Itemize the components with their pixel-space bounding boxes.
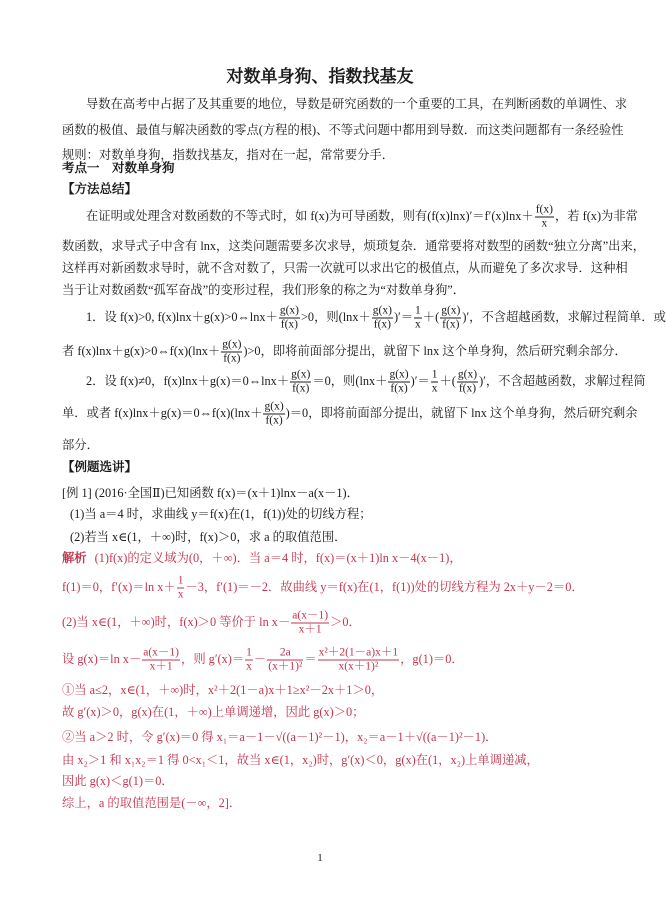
fraction <box>177 575 185 602</box>
text-segment: (2)当 x∈(1，＋∞)时，f(x)＞0 等价于 ln x－ <box>62 614 291 629</box>
text-segment: － <box>253 651 267 666</box>
text-line <box>62 682 582 698</box>
text-segment: 部分． <box>62 438 99 452</box>
text-line <box>70 529 590 545</box>
text-segment: ＋( <box>422 309 440 324</box>
text-segment: 1．设 f(x)>0, f(x)lnx＋g(x)>0⇔lnx＋ <box>86 309 278 324</box>
text-segment: 由 x₂＞1 和 x₁x₂＝1 得 0<x₁＜1，故当 x∈(1，x₂)时，g′(x)＜0，g(x)在(1，x₂)上单调递减， <box>62 753 539 767</box>
fraction <box>142 647 180 674</box>
text-segment: ②当 a＞2 时，令 g′(x)＝0 得 x₁＝a－1－√((a－1)²－1)，x₂＝a－1＋√((a－1)²－1)． <box>62 730 498 744</box>
text-line <box>62 238 646 254</box>
text-segment: (1)f(x)的定义域为(0，＋∞)．当 a＝4 时，f(x)＝(x＋1)ln x－4(x－1)， <box>94 551 462 565</box>
denominator: x＋1 <box>149 660 173 673</box>
numerator: g(x) <box>291 368 311 381</box>
text-segment: 【方法总结】 <box>62 181 138 196</box>
fraction <box>318 647 399 674</box>
text-segment: 综上，a 的取值范围是(－∞，2]． <box>62 796 242 810</box>
text-line <box>86 203 638 231</box>
section-heading <box>62 181 582 197</box>
fraction <box>414 305 422 332</box>
text-segment: 设 g(x)＝ln x－ <box>62 651 142 666</box>
text-line <box>62 550 582 566</box>
text-line <box>62 400 638 428</box>
text-segment: 函数的极值、最值与解决函数的零点(方程的根)、不等式问题中都用到导数．而这类问题都有一条经验性 <box>62 123 624 137</box>
denominator: f(x) <box>280 318 299 331</box>
denominator: f(x) <box>223 352 241 365</box>
text-segment: 导数在高考中占据了及其重要的地位，导数是研究函数的一个重要的工具，在判断函数的单调性、求 <box>86 97 628 111</box>
numerator: 1 <box>431 368 438 381</box>
fraction <box>267 647 303 674</box>
text-segment: (1)当 a＝4 时，求曲线 y＝f(x)在(1，f(1))处的切线方程； <box>70 507 372 521</box>
text-segment: )>0，即将前面部分提出，就留下 lnx 这个单身狗，然后研究剩余部分． <box>243 343 627 358</box>
numerator: g(x) <box>457 368 478 381</box>
denominator: f(x) <box>458 382 477 395</box>
text-segment: )′，不含超越函数，求解过程简单．或 <box>462 309 666 324</box>
numerator: a(x－1) <box>143 646 180 659</box>
text-segment: －3，f′(1)＝－2．故曲线 y＝f(x)在(1，f(1))处的切线方程为 2x＋y－2＝0． <box>185 579 584 594</box>
numerator: 2a <box>267 647 303 661</box>
text-segment: 数函数，求导式子中含有 lnx，这类问题需要多次求导，烦琐复杂．通常要将对数型的函数“独立分离”出来， <box>62 239 646 253</box>
text-segment: )′，不含超越函数，求解过程简 <box>479 373 646 388</box>
text-segment: 在证明或处理含对数函数的不等式时，如 f(x)为可导函数，则有(f(x)lnx)′＝f′(x)lnx＋ <box>86 208 534 223</box>
text-line <box>62 773 582 789</box>
text-segment: ①当 a≤2，x∈(1，＋∞)时，x²＋2(1－a)x＋1≥x²－2x＋1＞0， <box>62 683 384 697</box>
text-segment: 当于让对数函数“孤军奋战”的变形过程，我们形象的称之为“对数单身狗”． <box>62 283 466 297</box>
document-title: 对数单身狗、指数找基友 <box>226 67 414 87</box>
numerator: f(x) <box>535 203 553 216</box>
fraction <box>372 305 393 332</box>
fraction <box>535 204 554 231</box>
denominator: f(x) <box>292 382 310 395</box>
fraction <box>440 305 461 332</box>
text-line <box>62 575 582 602</box>
text-segment: [例 1] (2016·全国Ⅱ)已知函数 f(x)＝(x＋1)lnx－a(x－1)． <box>62 486 359 500</box>
text-segment: f(1)＝0，f′(x)＝ln x＋ <box>62 579 176 594</box>
denominator: f(x) <box>265 414 283 427</box>
text-segment: 故 g′(x)＞0，g(x)在(1，＋∞)上单调递增，因此 g(x)＞0； <box>62 705 365 719</box>
numerator: g(x) <box>441 304 461 317</box>
text-line <box>70 506 590 522</box>
text-line <box>62 729 582 745</box>
text-segment: ＝0，则(lnx＋ <box>312 373 388 388</box>
numerator: 1 <box>246 646 252 659</box>
numerator: g(x) <box>372 304 392 317</box>
text-segment: 规则：对数单身狗，指数找基友，指对在一起，常常要分手． <box>62 148 395 162</box>
text-segment: >0，则(lnx＋ <box>300 309 371 324</box>
denominator: x(x＋1)² <box>338 660 379 673</box>
numerator: a(x－1) <box>292 609 329 622</box>
fraction <box>291 610 329 637</box>
text-segment: 者 f(x)lnx＋g(x)>0⇔f(x)(lnx＋ <box>62 343 221 358</box>
numerator: x²＋2(1－a)x＋1 <box>318 646 399 659</box>
text-line <box>62 282 582 298</box>
denominator: x＋1 <box>298 623 322 636</box>
fraction <box>457 369 478 396</box>
numerator: g(x) <box>279 304 299 317</box>
text-line <box>62 610 582 637</box>
denominator: f(x) <box>390 382 408 395</box>
text-segment: )′＝ <box>410 373 430 388</box>
text-segment: ＋( <box>439 373 456 388</box>
denominator: f(x) <box>373 318 391 331</box>
numerator: g(x) <box>264 400 284 413</box>
section-heading <box>62 459 582 475</box>
fraction <box>388 369 409 396</box>
denominator: x <box>246 660 252 673</box>
text-segment: 考点一 对数单身狗 <box>62 160 175 175</box>
text-segment: ，若 f(x)为非常 <box>554 208 638 223</box>
text-segment: 2．设 f(x)≠0，f(x)lnx＋g(x)＝0⇔lnx＋ <box>86 373 290 388</box>
text-segment: 因此 g(x)＜g(1)＝0． <box>62 774 174 788</box>
solution-label: 解析 <box>62 551 87 565</box>
text-line <box>62 795 582 811</box>
text-segment: )＝0，即将前面部分提出，就留下 lnx 这个单身狗，然后研究剩余 <box>285 405 638 420</box>
denominator: x <box>431 382 438 395</box>
denominator: f(x) <box>442 318 460 331</box>
text-segment: ，g(1)＝0． <box>400 651 464 666</box>
text-line <box>62 485 582 501</box>
text-line <box>86 368 646 396</box>
page-number: 1 <box>317 852 323 864</box>
fraction <box>221 339 242 366</box>
text-segment: 【例题选讲】 <box>62 459 138 474</box>
text-line <box>62 338 627 366</box>
numerator: 1 <box>415 304 421 317</box>
section-heading <box>62 160 582 176</box>
text-line <box>62 647 582 674</box>
fraction <box>263 401 284 428</box>
text-segment: (2)若当 x∈(1，＋∞)时，f(x)＞0，求 a 的取值范围． <box>70 530 347 544</box>
text-segment: )′＝ <box>393 309 414 324</box>
text-segment: 这样再对新函数求导时，就不含对数了，只需一次就可以求出它的极值点，从而避免了多次求导．这种相 <box>62 261 628 275</box>
text-line <box>62 704 582 720</box>
denominator: x <box>415 318 421 331</box>
text-line <box>86 304 666 332</box>
numerator: g(x) <box>389 368 409 381</box>
numerator: 1 <box>177 574 184 587</box>
fraction <box>279 305 300 332</box>
fraction <box>245 647 253 674</box>
denominator: x <box>177 588 184 601</box>
text-line <box>62 752 582 768</box>
text-segment: ＝ <box>304 651 317 666</box>
denominator: (x＋1)² <box>268 660 303 673</box>
fraction <box>290 369 311 396</box>
text-segment: ＞0． <box>330 614 361 629</box>
denominator: x <box>541 217 548 230</box>
text-line <box>62 260 628 276</box>
text-segment: 单．或者 f(x)lnx＋g(x)＝0⇔f(x)(lnx＋ <box>62 405 263 420</box>
text-segment: ，则 g′(x)＝ <box>181 651 245 666</box>
text-line <box>62 122 624 138</box>
numerator: g(x) <box>222 338 242 351</box>
text-line <box>62 437 582 453</box>
fraction <box>431 369 439 396</box>
text-line <box>86 96 628 112</box>
